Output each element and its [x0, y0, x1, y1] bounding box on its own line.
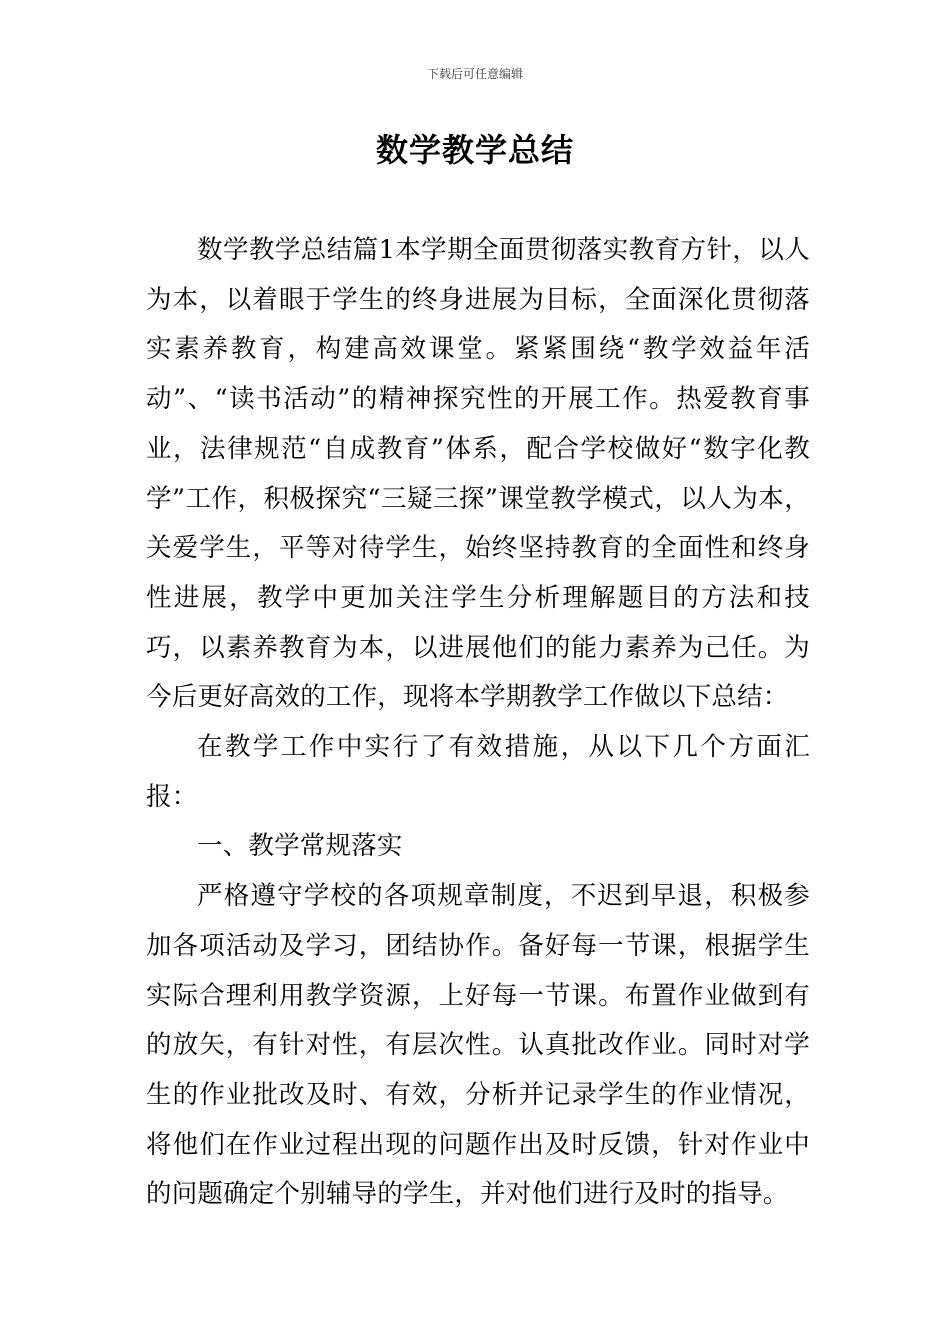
header-note: 下载后可任意编辑: [426, 67, 523, 81]
body-paragraph-report: 在教学工作中实行了有效措施，从以下几个方面汇报：: [146, 732, 810, 812]
section-heading-routine: 一、教学常规落实: [197, 831, 403, 862]
body-paragraph-intro: 数学教学总结篇1本学期全面贯彻落实教育方针，以人为本，以着眼于学生的终身进展为目标，全面深化贯彻落实素养教育，构建高效课堂。紧紧围绕“教学效益年活动”、“读书活动”的精神探究性的开展工作。热爱教育事业，法律规范“自成教育”体系，配合学校做好“数字化教学”工作，积极探究“三疑三探”课堂教学模式，以人为本，关爱学生，平等对待学生，始终坚持教育的全面性和终身性进展，教学中更加关注学生分析理解题目的方法和技巧，以素养教育为本，以进展他们的能力素养为己任。为今后更好高效的工作，现将本学期教学工作做以下总结：: [146, 235, 810, 713]
document-body: [146, 226, 810, 1220]
document-title: 数学教学总结: [375, 131, 574, 169]
body-paragraph-routine: 严格遵守学校的各项规章制度，不迟到早退，积极参加各项活动及学习，团结协作。备好每一节课，根据学生实际合理利用教学资源，上好每一节课。布置作业做到有的放矢，有针对性，有层次性。认真批改作业。同时对学生的作业批改及时、有效，分析并记录学生的作业情况，将他们在作业过程出现的问题作出及时反馈，针对作业中的问题确定个别辅导的学生，并对他们进行及时的指导。: [146, 881, 810, 1210]
